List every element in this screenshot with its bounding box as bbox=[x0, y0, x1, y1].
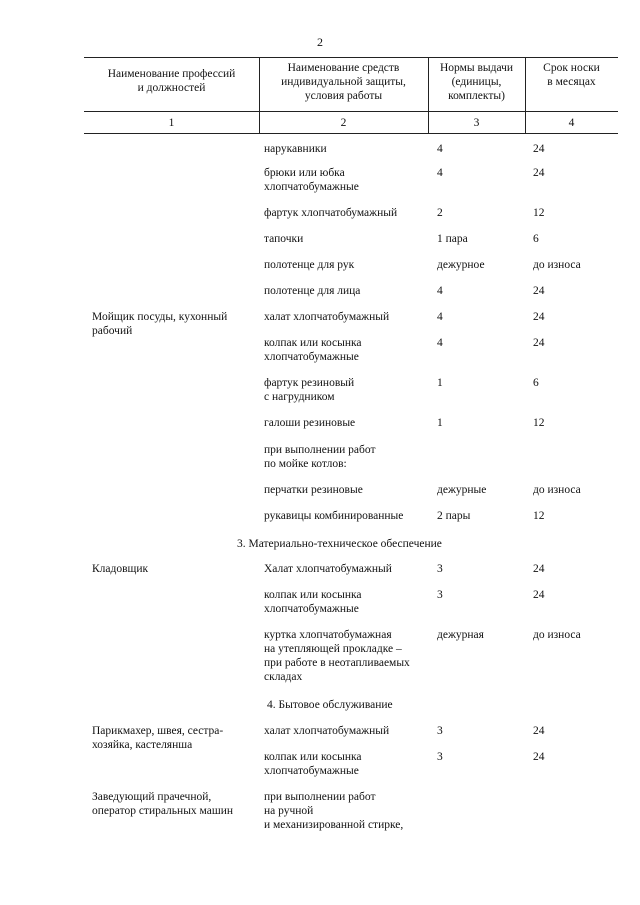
protection-item: при выполнении работ по мойке котлов: bbox=[264, 444, 376, 470]
issue-norm: 3 bbox=[437, 751, 443, 763]
issue-norm: 4 bbox=[437, 285, 443, 297]
protection-item: перчатки резиновые bbox=[264, 484, 363, 496]
header-issue-norms: Нормы выдачи (единицы, комплекты) bbox=[439, 62, 514, 102]
wear-term: 6 bbox=[533, 233, 539, 245]
header-wear-term: Срок носки в месяцах bbox=[543, 62, 600, 88]
protection-item: фартук хлопчатобумажный bbox=[264, 207, 398, 219]
issue-norm: 3 bbox=[437, 725, 443, 737]
header-profession: Наименование профессий и должностей bbox=[107, 68, 236, 94]
protection-item: колпак или косынка хлопчатобумажные bbox=[264, 337, 362, 363]
wear-term: 24 bbox=[533, 563, 545, 575]
wear-term: 12 bbox=[533, 510, 545, 522]
column-number-2: 2 bbox=[340, 117, 347, 129]
issue-norm: дежурные bbox=[437, 484, 487, 496]
protection-item: колпак или косынка хлопчатобумажные bbox=[264, 751, 362, 777]
issue-norm: 4 bbox=[437, 311, 443, 323]
profession-name: Парикмахер, швея, сестра- хозяйка, кастелянша bbox=[92, 725, 224, 751]
wear-term: 24 bbox=[533, 311, 545, 323]
protection-item: нарукавники bbox=[264, 143, 327, 155]
column-number-1: 1 bbox=[168, 117, 175, 129]
header-protection-means: Наименование средств индивидуальной защиты, условия работы bbox=[281, 62, 406, 102]
protection-item: фартук резиновый с нагрудником bbox=[264, 377, 355, 403]
table-top-rule bbox=[84, 57, 618, 58]
wear-term: 24 bbox=[533, 285, 545, 297]
wear-term: до износа bbox=[533, 484, 581, 496]
section-heading: 4. Бытовое обслуживание bbox=[267, 699, 393, 711]
page-number: 2 bbox=[317, 35, 323, 49]
column-number-4: 4 bbox=[568, 117, 575, 129]
wear-term: 24 bbox=[533, 143, 545, 155]
wear-term: до износа bbox=[533, 259, 581, 271]
profession-name: Мойщик посуды, кухонный рабочий bbox=[92, 311, 228, 337]
issue-norm: 3 bbox=[437, 589, 443, 601]
protection-item: рукавицы комбинированные bbox=[264, 510, 404, 522]
protection-item: при выполнении работ на ручной и механизированной стирке, bbox=[264, 791, 404, 831]
issue-norm: 1 bbox=[437, 377, 443, 389]
column-numbers-rule bbox=[84, 133, 618, 134]
wear-term: 6 bbox=[533, 377, 539, 389]
profession-name: Кладовщик bbox=[92, 563, 149, 575]
protection-item: халат хлопчатобумажный bbox=[264, 311, 390, 323]
header-bottom-rule bbox=[84, 111, 618, 112]
protection-item: халат хлопчатобумажный bbox=[264, 725, 390, 737]
issue-norm: 2 bbox=[437, 207, 443, 219]
issue-norm: дежурная bbox=[437, 629, 484, 641]
issue-norm: 4 bbox=[437, 143, 443, 155]
wear-term: 12 bbox=[533, 417, 545, 429]
profession-name: Заведующий прачечной, оператор стиральных машин bbox=[92, 791, 234, 817]
issue-norm: 3 bbox=[437, 563, 443, 575]
protection-item: куртка хлопчатобумажная на утепляющей прокладке – при работе в неотапливаемых складах bbox=[264, 629, 410, 683]
protection-item: брюки или юбка хлопчатобумажные bbox=[264, 167, 359, 193]
protection-item: полотенце для рук bbox=[264, 259, 355, 271]
issue-norm: дежурное bbox=[437, 259, 485, 271]
protection-item: полотенце для лица bbox=[264, 285, 361, 297]
protection-item: колпак или косынка хлопчатобумажные bbox=[264, 589, 362, 615]
issue-norm: 4 bbox=[437, 337, 443, 349]
wear-term: 24 bbox=[533, 751, 545, 763]
issue-norm: 4 bbox=[437, 167, 443, 179]
wear-term: 12 bbox=[533, 207, 545, 219]
protection-item: Халат хлопчатобумажный bbox=[264, 563, 392, 575]
issue-norm: 1 пара bbox=[437, 233, 468, 245]
issue-norm: 2 пары bbox=[437, 510, 471, 522]
wear-term: 24 bbox=[533, 337, 545, 349]
section-heading: 3. Материально-техническое обеспечение bbox=[237, 538, 442, 550]
protection-item: тапочки bbox=[264, 233, 304, 245]
wear-term: 24 bbox=[533, 167, 545, 179]
protection-item: галоши резиновые bbox=[264, 417, 356, 429]
issue-norm: 1 bbox=[437, 417, 443, 429]
column-number-3: 3 bbox=[473, 117, 480, 129]
wear-term: до износа bbox=[533, 629, 581, 641]
wear-term: 24 bbox=[533, 589, 545, 601]
wear-term: 24 bbox=[533, 725, 545, 737]
